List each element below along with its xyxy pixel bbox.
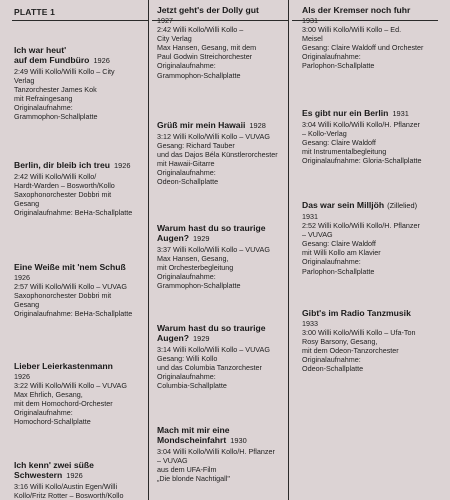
track-detail: mit Willi Kollo am Klavier	[302, 248, 381, 258]
track-detail: 2:42 Willi Kollo/Willi Kollo –	[157, 25, 244, 35]
track-entry	[302, 5, 423, 71]
track-detail: Gesang	[14, 199, 40, 209]
track-year: 1928	[249, 121, 266, 130]
track-detail: 3:00 Willi Kollo/Willi Kollo – Ed.	[302, 25, 402, 35]
track-detail: – VUVAG	[302, 230, 333, 240]
track-detail: Grammophon-Schallplatte	[157, 281, 241, 291]
track-detail: 3:00 Willi Kollo/Willi Kollo – Ufa-Ton	[302, 328, 416, 338]
track-detail: 3:14 Willi Kollo/Willi Kollo – VUVAG	[157, 345, 270, 354]
track-title: Ich war heut'	[14, 45, 67, 55]
track-year: 1931	[392, 109, 409, 118]
track-detail: Kollo/Fritz Rotter – Bosworth/Kollo	[14, 491, 124, 500]
track-detail: Tanzorchester James Kok	[14, 85, 97, 95]
track-title: auf dem Fundbüro 1926	[14, 55, 110, 65]
track-detail: Homochord-Schallplatte	[14, 417, 91, 427]
track-year: 1929	[192, 334, 210, 343]
track-title: Warum hast du so traurige	[157, 323, 266, 333]
track-detail: und das Dajos Béla Künstlerorchester	[157, 150, 278, 160]
track-detail: Max Hansen, Gesang,	[157, 254, 229, 264]
track-entry	[157, 120, 278, 187]
column-divider	[288, 0, 289, 500]
track-entry	[302, 108, 421, 165]
track-title: Berlin, dir bleib ich treu 1926	[14, 160, 131, 170]
track-title: Ich kenn' zwei süße	[14, 460, 94, 470]
track-entry	[14, 45, 115, 122]
header-rule	[12, 20, 148, 21]
track-title: Grüß mir mein Hawaii 1928	[157, 120, 266, 130]
track-detail: 3:37 Willi Kollo/Willi Kollo – VUVAG	[157, 245, 270, 254]
track-detail: 3:16 Willi Kollo/Austin Egen/Willi	[14, 482, 118, 491]
track-detail: 1931	[302, 16, 318, 25]
track-detail: 2:57 Willi Kollo/Willi Kollo – VUVAG	[14, 282, 127, 292]
track-detail: Originalaufnahme: BeHa-Schallplatte	[14, 208, 133, 218]
track-detail: Parlophon-Schallplatte	[302, 266, 375, 276]
track-detail: Saxophonorchester Dobbri mit	[14, 190, 112, 200]
track-detail: Max Hansen, Gesang, mit dem	[157, 43, 257, 53]
track-entry	[14, 262, 132, 318]
track-detail: – VUVAG	[157, 456, 188, 466]
track-detail: 1926	[14, 372, 30, 381]
track-detail: Gesang: Claire Waldoff	[302, 239, 376, 249]
track-detail: 3:04 Willi Kollo/Willi Kollo/H. Pflanzer	[302, 120, 420, 129]
track-detail: 3:22 Willi Kollo/Willi Kollo – VUVAG	[14, 381, 127, 391]
track-title: Es gibt nur ein Berlin 1931	[302, 108, 409, 118]
platte-label: PLATTE 1	[14, 7, 56, 17]
track-detail: Originalaufnahme:	[157, 61, 216, 71]
track-detail: mit Hawaii-Gitarre	[157, 159, 215, 169]
track-detail: Paul Godwin Streichorchester	[157, 52, 253, 62]
track-title: Mach mit mir eine	[157, 425, 230, 435]
track-detail: 1926	[14, 273, 30, 282]
track-detail: 2:52 Willi Kollo/Willi Kollo/H. Pflanzer	[302, 221, 420, 231]
track-detail: mit dem Homochord-Orchester	[14, 399, 113, 409]
track-title: Lieber Leierkastenmann	[14, 361, 113, 371]
track-title: Mondscheinfahrt 1930	[157, 435, 247, 445]
track-detail: mit Instrumentalbegleitung	[302, 147, 387, 157]
track-detail: „Die blonde Nachtigall"	[157, 474, 230, 484]
track-detail: Parlophon-Schallplatte	[302, 61, 375, 71]
track-detail: aus dem UFA-Film	[157, 465, 217, 475]
track-entry	[14, 460, 123, 500]
track-entry	[157, 425, 275, 483]
track-detail: 1933	[302, 319, 318, 328]
track-title: Augen? 1929	[157, 233, 210, 243]
track-detail: Hardt-Warden – Bosworth/Kollo	[14, 181, 115, 191]
track-detail: Originalaufnahme:	[157, 168, 216, 178]
track-title: Schwestern 1926	[14, 470, 83, 480]
track-entry	[302, 308, 415, 374]
track-detail: Gesang: Claire Waldoff und Orchester	[302, 43, 424, 53]
track-entry	[157, 5, 259, 80]
track-detail: mit Refraingesang	[14, 94, 73, 104]
track-title: Warum hast du so traurige	[157, 223, 266, 233]
track-detail: Originalaufnahme: BeHa-Schallplatte	[14, 309, 133, 319]
track-detail: Saxophonorchester Dobbri mit	[14, 291, 112, 301]
track-year: 1929	[192, 234, 210, 243]
track-detail: Originalaufnahme:	[302, 257, 361, 267]
track-detail: Max Ehrlich, Gesang,	[14, 390, 83, 400]
track-detail: 1931	[302, 212, 318, 221]
track-detail: Odeon-Schallplatte	[157, 177, 219, 187]
track-entry	[14, 160, 132, 217]
track-title: Augen? 1929	[157, 333, 210, 343]
column-divider	[148, 0, 149, 500]
track-detail: Originalaufnahme:	[302, 52, 361, 62]
track-detail: 1927	[157, 16, 173, 25]
track-year: 1930	[230, 436, 247, 445]
track-detail: Originalaufnahme:	[14, 408, 73, 418]
track-detail: Rosy Barsony, Gesang,	[302, 337, 378, 347]
track-entry	[302, 200, 420, 276]
track-year: 1926	[113, 161, 131, 170]
track-detail: Meisel	[302, 34, 323, 44]
track-detail: mit dem Odeon-Tanzorchester	[302, 346, 399, 356]
track-detail: mit Orchesterbegleitung	[157, 263, 234, 273]
track-detail: Gesang	[14, 300, 40, 310]
track-detail: Columbia-Schallplatte	[157, 381, 227, 391]
track-title: Gibt's im Radio Tanzmusik	[302, 308, 411, 318]
track-title: Als der Kremser noch fuhr	[302, 5, 411, 15]
track-title: Das war sein Milljöh (Zillelied)	[302, 200, 418, 210]
track-detail: 3:12 Willi Kollo/Willi Kollo – VUVAG	[157, 132, 270, 141]
track-detail: Originalaufnahme:	[302, 355, 361, 365]
track-entry	[157, 223, 270, 290]
track-detail: Odeon-Schallplatte	[302, 364, 364, 374]
track-detail: Grammophon-Schallplatte	[157, 70, 241, 80]
track-detail: und das Columbia Tanzorchester	[157, 363, 262, 373]
track-detail: 2:42 Willi Kollo/Willi Kollo/	[14, 172, 97, 181]
track-detail: Gesang: Claire Waldoff	[302, 138, 376, 148]
track-detail: Originalaufnahme: Gloria-Schallplatte	[302, 156, 422, 166]
track-detail: Originalaufnahme:	[14, 103, 73, 113]
track-title: Jetzt geht's der Dolly gut	[157, 5, 259, 15]
track-detail: Gesang: Richard Tauber	[157, 141, 235, 151]
track-detail: 3:04 Willi Kollo/Willi Kollo/H. Pflanzer	[157, 447, 275, 456]
track-detail: Verlag	[14, 76, 35, 86]
track-title: Eine Weiße mit 'nem Schuß	[14, 262, 126, 272]
track-detail: 2:49 Willi Kollo/Willi Kollo – City	[14, 67, 115, 76]
track-year: 1926	[66, 471, 83, 480]
track-year: 1926	[93, 56, 110, 65]
track-detail: Originalaufnahme:	[157, 272, 216, 282]
track-subtitle: (Zillelied)	[387, 201, 418, 210]
track-detail: – Kollo-Verlag	[302, 129, 347, 139]
track-detail: City Verlag	[157, 34, 192, 44]
track-detail: Grammophon-Schallplatte	[14, 112, 98, 122]
track-detail: Originalaufnahme:	[157, 372, 216, 382]
track-entry	[14, 361, 127, 427]
track-entry	[157, 323, 270, 390]
track-detail: Gesang: Willi Kollo	[157, 354, 218, 364]
